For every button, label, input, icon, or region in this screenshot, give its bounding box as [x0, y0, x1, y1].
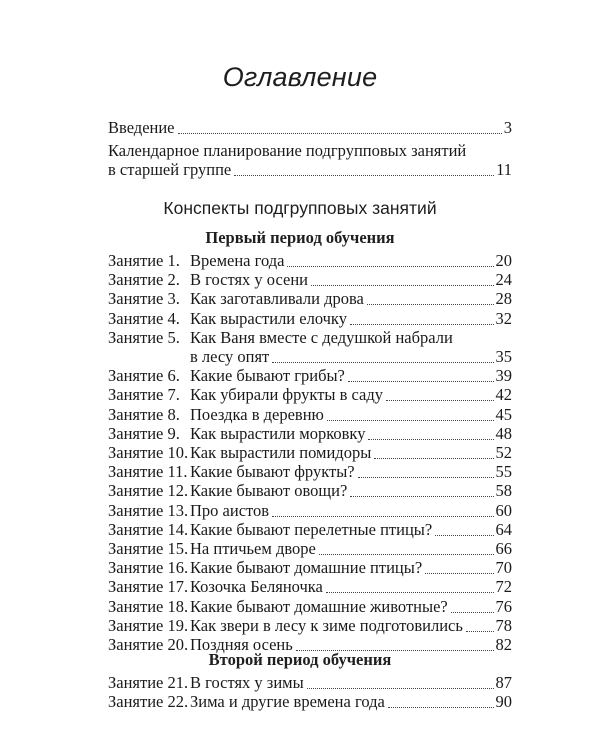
toc-lesson-entry[interactable] — [108, 690, 512, 712]
lesson-page: 60 — [495, 500, 512, 520]
period-1-title: Первый период обучения — [205, 228, 395, 247]
dot-leader — [272, 362, 493, 363]
lesson-number: Занятие 13. — [108, 500, 189, 520]
toc-entry-planning[interactable] — [108, 158, 512, 180]
dot-leader — [374, 458, 493, 459]
lesson-page: 20 — [495, 251, 512, 270]
toc-entry-planning-line1[interactable]: Календарное планирование подгрупповых занятий — [108, 141, 467, 160]
lesson-page: 32 — [495, 308, 512, 328]
lesson-title: Как убирали фрукты в саду — [190, 385, 384, 405]
toc-entry-page: 11 — [496, 160, 512, 179]
lesson-number: Занятие 15. — [108, 539, 189, 558]
dot-leader — [425, 573, 493, 574]
toc-entry-page: 3 — [503, 118, 512, 137]
lesson-page: 24 — [495, 270, 512, 290]
dot-leader — [466, 631, 494, 632]
toc-entry-text: в старшей группе — [108, 160, 232, 179]
lesson-title: Какие бывают овощи? — [190, 481, 348, 501]
dot-leader — [435, 535, 493, 536]
lesson-number: Занятие 9. — [108, 423, 180, 443]
lesson-number: Занятие 5. — [108, 327, 180, 347]
toc-entry-text: Введение — [108, 118, 175, 137]
dot-leader — [311, 285, 494, 286]
dot-leader — [451, 612, 494, 613]
lesson-title: Как вырастили помидоры — [190, 443, 372, 462]
lesson-page: 42 — [495, 385, 512, 405]
lesson-number: Занятие 18. — [108, 596, 189, 616]
lesson-page: 58 — [495, 481, 512, 501]
lesson-title: Козочка Беляночка — [190, 577, 323, 597]
lesson-title: Как заготавливали дрова — [190, 289, 364, 309]
dot-leader — [386, 400, 493, 401]
lesson-page: 82 — [495, 635, 512, 654]
lesson-number: Занятие 6. — [108, 366, 180, 386]
page-title: Оглавление — [222, 62, 378, 92]
lesson-title: На птичьем дворе — [190, 539, 316, 558]
lesson-title: Как Ваня вместе с дедушкой набрали — [190, 327, 453, 347]
dot-leader — [178, 133, 502, 134]
lesson-page: 48 — [495, 423, 512, 443]
lesson-number: Занятие 22. — [108, 692, 189, 712]
lesson-number: Занятие 19. — [108, 615, 189, 635]
lesson-title: Как вырастили елочку — [190, 308, 347, 328]
lesson-title: Какие бывают грибы? — [190, 366, 345, 386]
lesson-title: Поездка в деревню — [190, 404, 324, 424]
lesson-number: Занятие 21. — [108, 673, 189, 692]
dot-leader — [234, 175, 494, 176]
lesson-page: 64 — [495, 519, 512, 539]
dot-leader — [350, 496, 493, 497]
dot-leader — [367, 304, 494, 305]
section-title: Конспекты подгрупповых занятий — [163, 198, 437, 218]
dot-leader — [368, 439, 493, 440]
lesson-number: Занятие 16. — [108, 558, 189, 578]
lesson-number: Занятие 12. — [108, 481, 189, 501]
lesson-page: 45 — [495, 404, 512, 424]
lesson-page: 28 — [495, 289, 512, 309]
dot-leader — [350, 324, 494, 325]
lesson-title: В гостях у осени — [190, 270, 308, 290]
lesson-number: Занятие 7. — [108, 385, 180, 405]
lesson-page: 35 — [495, 347, 512, 366]
dot-leader — [287, 266, 493, 267]
lesson-page: 70 — [495, 558, 512, 578]
lesson-number: Занятие 11. — [108, 462, 188, 482]
dot-leader — [388, 707, 494, 708]
lesson-title: Зима и другие времена года — [190, 692, 385, 712]
dot-leader — [348, 381, 494, 382]
dot-leader — [326, 592, 494, 593]
lesson-title: Какие бывают домашние птицы? — [190, 558, 423, 578]
lesson-title: Времена года — [190, 251, 285, 270]
lesson-number: Занятие 20. — [108, 635, 189, 654]
lesson-page: 52 — [495, 443, 512, 462]
toc-entry-introduction[interactable] — [108, 116, 512, 138]
period-2-title: Второй период обучения — [208, 650, 392, 669]
lesson-page: 72 — [495, 577, 512, 597]
lesson-page: 78 — [495, 615, 512, 635]
lesson-number: Занятие 17. — [108, 577, 189, 597]
lesson-page: 90 — [495, 692, 512, 712]
dot-leader — [272, 516, 493, 517]
dot-leader — [327, 420, 494, 421]
lesson-number: Занятие 14. — [108, 519, 189, 539]
lesson-number: Занятие 2. — [108, 270, 180, 290]
dot-leader — [307, 688, 494, 689]
lesson-number: Занятие 1. — [108, 251, 180, 270]
lesson-title: Какие бывают перелетные птицы? — [190, 519, 433, 539]
dot-leader — [319, 554, 494, 555]
lesson-title: Как вырастили морковку — [190, 423, 366, 443]
lesson-page: 55 — [495, 462, 512, 482]
lesson-title-continuation: в лесу опят — [190, 347, 270, 366]
lesson-title: Поздняя осень — [190, 635, 293, 654]
lesson-number: Занятие 8. — [108, 404, 180, 424]
lesson-page: 76 — [495, 596, 512, 616]
lesson-title: Как звери в лесу к зиме подготовились — [190, 615, 463, 635]
lesson-page: 66 — [495, 539, 512, 558]
lesson-number: Занятие 3. — [108, 289, 180, 309]
lesson-number: Занятие 4. — [108, 308, 180, 328]
lesson-title: Какие бывают фрукты? — [190, 462, 355, 482]
lesson-number: Занятие 10. — [108, 443, 189, 462]
lesson-title: В гостях у зимы — [190, 673, 304, 692]
lesson-title: Про аистов — [190, 500, 270, 520]
dot-leader — [358, 477, 494, 478]
lesson-page: 39 — [495, 366, 512, 386]
lesson-title: Какие бывают домашние животные? — [190, 596, 448, 616]
lesson-page: 87 — [495, 673, 512, 692]
